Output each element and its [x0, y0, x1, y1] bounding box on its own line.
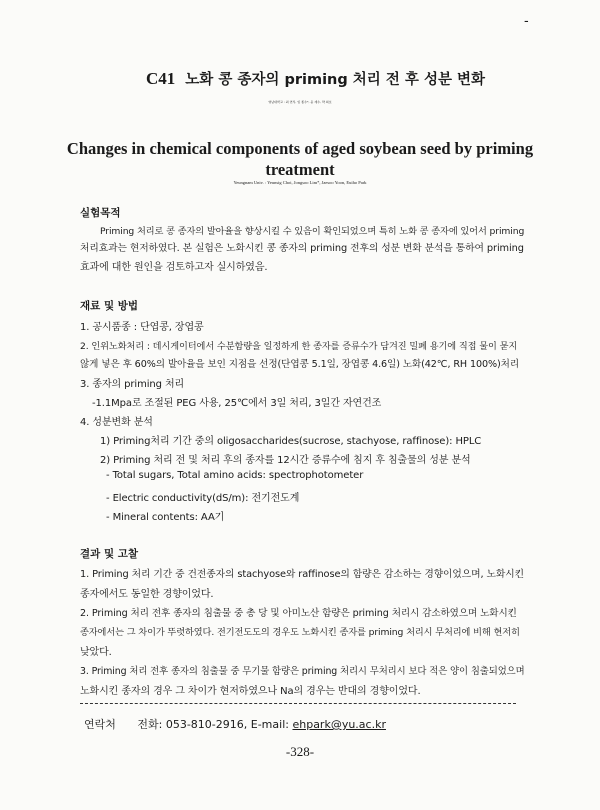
objective-line: Priming 처리로 콩 종자의 발아율을 향상시킬 수 있음이 확인되었으며 특히 노화 콩 종자에 있어서 priming: [100, 226, 525, 237]
results-line: 노화시킨 종자의 경우 그 차이가 현저하였으나 Na의 경우는 반대의 경향이었다.: [80, 686, 421, 697]
korean-authors: 영남대학교 : 최 연식, 임 종수*, 윤 재수, 박 의호: [268, 100, 332, 104]
methods-line: - Electric conductivity(dS/m): 전기전도계: [106, 493, 300, 504]
contact-info: [84, 716, 386, 732]
contact-label: 연락처: [84, 718, 116, 731]
methods-line: 2. 인위노화처리 : 데시게이터에서 수분함량을 일정하게 한 종자를 증류수가 담겨진 밀폐 용기에 직접 물이 묻지: [80, 341, 518, 352]
methods-line: - Total sugars, Total amino acids: spectrophotometer: [106, 470, 364, 481]
results-line: 종자에서는 그 차이가 뚜렷하였다. 전기전도도의 경우도 노화시킨 종자를 priming 처리시 무처리에 비해 현저히: [80, 627, 520, 638]
page-number: -328-: [285, 744, 315, 759]
methods-line: 않게 넣은 후 60%의 발아율을 보인 지점을 선정(단엽콩 5.1일, 장엽콩 4.6일) 노화(42℃, RH 100%)처리: [80, 359, 520, 370]
email-label: E-mail:: [250, 718, 289, 731]
corner-mark: -: [524, 12, 529, 28]
results-line: 1. Priming 처리 기간 중 건전종자의 stachyose와 raffinose의 함량은 감소하는 경향이었으며, 노화시킨: [80, 569, 524, 580]
korean-title-text: 노화 콩 종자의 priming 처리 전 후 성분 변화: [185, 72, 486, 88]
objective-line: 처리효과는 현저하였다. 본 실험은 노화시킨 콩 종자의 priming 전후의 성분 변화 분석을 통하여 priming: [80, 243, 524, 254]
methods-line: -1.1Mpa로 조절된 PEG 사용, 25℃에서 3일 처리, 3일간 자연건조: [92, 398, 382, 409]
footer-divider: [80, 703, 516, 704]
contact-phone: 전화: 053-810-2916,: [137, 718, 248, 731]
objective-line: 효과에 대한 원인을 검토하고자 실시하였음.: [80, 262, 268, 273]
methods-heading: 재료 및 방법: [80, 300, 139, 312]
results-line: 2. Priming 처리 전후 종자의 침출물 중 총 당 및 아미노산 함량은 priming 처리시 감소하였으며 노화시킨: [80, 608, 517, 619]
results-heading: 결과 및 고찰: [80, 548, 139, 560]
abstract-code: C41: [146, 69, 176, 88]
email-link[interactable]: ehpark@yu.ac.kr: [292, 718, 386, 731]
methods-line: 1) Priming처리 기간 중의 oligosaccharides(sucrose, stachyose, raffinose): HPLC: [100, 436, 482, 447]
results-line: 낮았다.: [80, 647, 112, 658]
methods-line: 2) Priming 처리 전 및 처리 후의 종자를 12시간 증류수에 침지 후 침출물의 성분 분석: [100, 455, 471, 466]
results-line: 3. Priming 처리 전후 종자의 침출물 중 무기물 함량은 priming 처리시 무처리시 보다 적은 양이 침출되었으며: [80, 666, 525, 677]
methods-line: 3. 종자의 priming 처리: [80, 379, 185, 390]
objective-heading: 실험목적: [80, 207, 121, 219]
methods-line: 1. 공시품종 : 단엽콩, 장엽콩: [80, 322, 204, 333]
methods-line: 4. 성분변화 분석: [80, 417, 153, 428]
korean-title: [146, 68, 485, 89]
english-title: Changes in chemical components of aged soybean seed by priming treatment: [66, 139, 534, 179]
english-authors: Yeungnam Univ. : Yeunsig Choi, Jongsoo Lim*, Jaesoo Yoon, Euiho Park: [233, 180, 367, 185]
methods-line: - Mineral contents: AA기: [106, 512, 225, 523]
results-line: 종자에서도 동일한 경향이었다.: [80, 589, 214, 600]
